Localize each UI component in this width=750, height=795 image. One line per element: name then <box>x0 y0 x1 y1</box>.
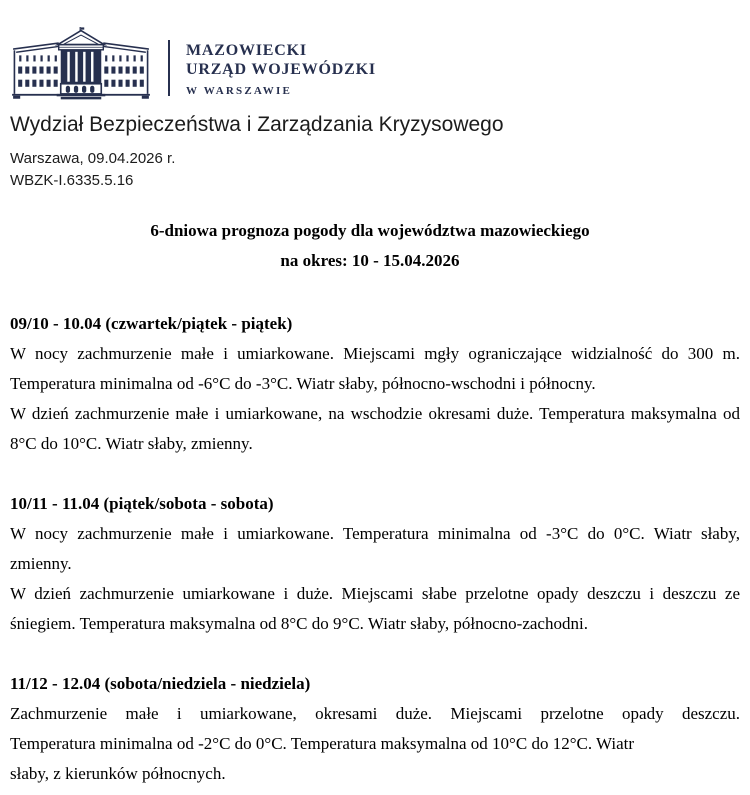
forecast-section-day1 <box>10 309 740 459</box>
government-building-icon <box>10 27 152 103</box>
forecast-day2-paragraph-day: W dzień zachmurzenie umiarkowane i duże. Miejscami słabe przelotne opady deszczu i deszczu ze śniegiem. Temperatura maksymalna od 8°C do 9°C. Wiatr słaby, północno-zachodni. <box>10 584 740 633</box>
forecast-day3-heading: 11/12 - 12.04 (sobota/niedziela - niedziela) <box>10 674 311 693</box>
document-title-line2: na okres: 10 - 15.04.2026 <box>280 251 460 270</box>
org-name-line3: W WARSZAWIE <box>186 85 293 97</box>
document-title-line1: 6-dniowa prognoza pogody dla województwa mazowieckiego <box>150 221 590 240</box>
forecast-section-day2 <box>10 489 740 639</box>
forecast-body <box>0 309 750 789</box>
forecast-day3-paragraph-1: Zachmurzenie małe i umiarkowane, okresami duże. Miejscami przelotne opady deszczu. <box>10 704 740 723</box>
forecast-day2-heading: 10/11 - 11.04 (piątek/sobota - sobota) <box>10 494 274 513</box>
forecast-day2-paragraph-night: W nocy zachmurzenie małe i umiarkowane. Temperatura minimalna od -3°C do 0°C. Wiatr słaby, zmienny. <box>10 524 740 573</box>
letterhead <box>0 0 750 104</box>
forecast-day3-paragraph-2: Temperatura minimalna od -2°C do 0°C. Temperatura maksymalna od 10°C do 12°C. Wiatr <box>10 734 635 753</box>
org-name-block <box>186 33 376 97</box>
forecast-day1-paragraph-night: W nocy zachmurzenie małe i umiarkowane. Miejscami mgły ograniczające widzialność do 300 m. Temperatura minimalna od -6°C do -3°C. Wiatr słaby, północno-wschodni i północny. <box>10 344 740 393</box>
forecast-day1-heading: 09/10 - 10.04 (czwartek/piątek - piątek) <box>10 314 293 333</box>
forecast-day1-paragraph-day: W dzień zachmurzenie małe i umiarkowane, na wschodzie okresami duże. Temperatura maksymalna od 8°C do 10°C. Wiatr słaby, zmienny. <box>10 404 740 453</box>
org-name-line2: URZĄD WOJEWÓDZKI <box>186 61 376 78</box>
logo-divider <box>168 40 170 96</box>
place-and-date: Warszawa, 09.04.2026 r. <box>10 150 176 167</box>
reference-number: WBZK-I.6335.5.16 <box>10 172 134 189</box>
document-title <box>0 216 750 276</box>
forecast-day3-paragraph-3: słaby, z kierunków północnych. <box>10 764 226 783</box>
org-name-line1: MAZOWIECKI <box>186 42 307 59</box>
forecast-section-day3 <box>10 669 740 789</box>
department-name: Wydział Bezpieczeństwa i Zarządzania Kryzysowego <box>10 113 504 136</box>
